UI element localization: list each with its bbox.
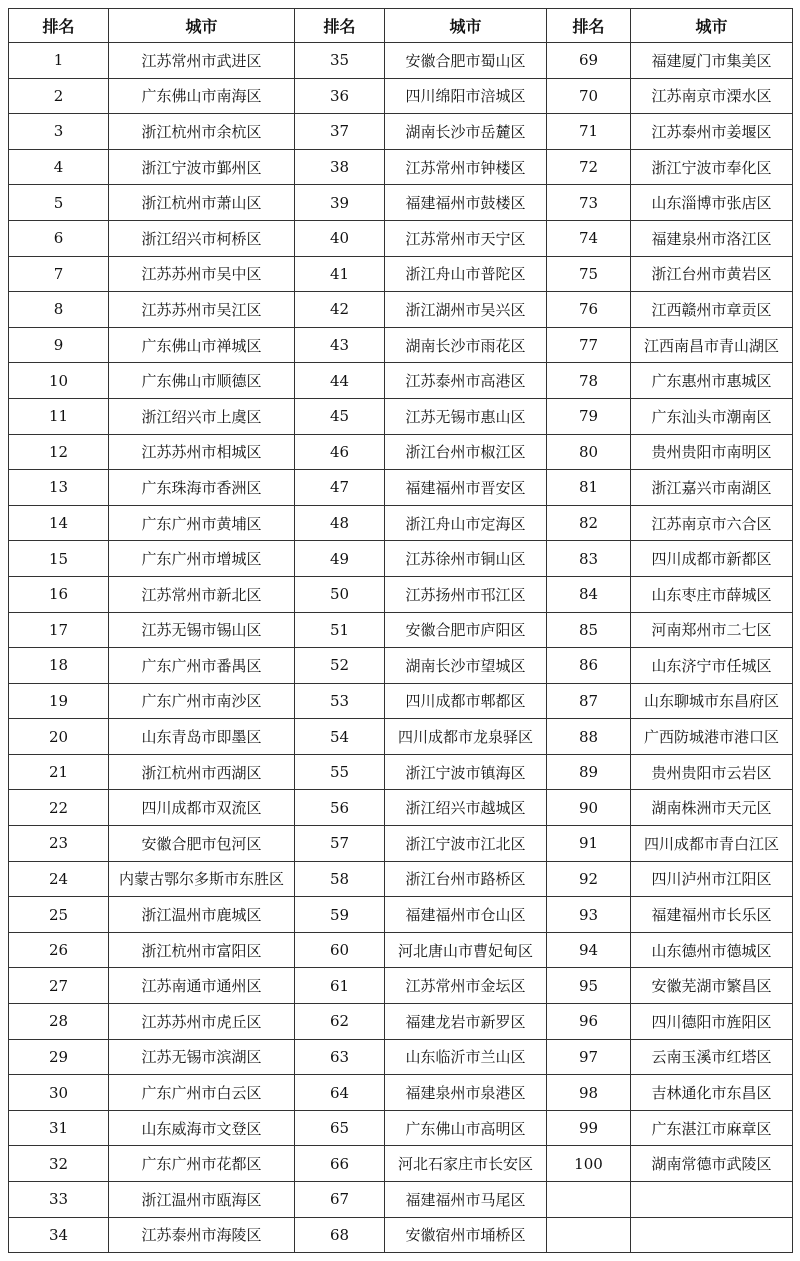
rank-cell: 10 (9, 363, 109, 399)
rank-cell: 43 (295, 327, 385, 363)
rank-cell: 2 (9, 78, 109, 114)
city-cell: 江苏南京市六合区 (631, 505, 793, 541)
rank-cell: 21 (9, 754, 109, 790)
table-row (9, 114, 793, 150)
rank-cell: 23 (9, 826, 109, 862)
city-cell: 福建福州市马尾区 (385, 1182, 547, 1218)
city-cell: 广东佛山市南海区 (109, 78, 295, 114)
rank-cell: 12 (9, 434, 109, 470)
city-cell: 江苏苏州市吴江区 (109, 292, 295, 328)
city-cell: 浙江温州市瓯海区 (109, 1182, 295, 1218)
city-cell: 广东佛山市高明区 (385, 1110, 547, 1146)
table-row (9, 505, 793, 541)
rank-cell: 59 (295, 897, 385, 933)
table-row (9, 292, 793, 328)
city-cell: 安徽合肥市庐阳区 (385, 612, 547, 648)
rank-cell: 6 (9, 220, 109, 256)
rank-cell: 68 (295, 1217, 385, 1253)
table-row (9, 1182, 793, 1218)
city-cell: 江西南昌市青山湖区 (631, 327, 793, 363)
rank-cell: 77 (547, 327, 631, 363)
city-cell: 浙江嘉兴市南湖区 (631, 470, 793, 506)
rank-cell: 39 (295, 185, 385, 221)
table-row (9, 754, 793, 790)
city-cell: 福建福州市仓山区 (385, 897, 547, 933)
rank-cell: 37 (295, 114, 385, 150)
city-cell: 浙江宁波市鄞州区 (109, 149, 295, 185)
city-cell: 山东青岛市即墨区 (109, 719, 295, 755)
city-cell: 福建龙岩市新罗区 (385, 1004, 547, 1040)
city-cell: 福建福州市长乐区 (631, 897, 793, 933)
city-cell: 山东临沂市兰山区 (385, 1039, 547, 1075)
city-cell: 浙江杭州市萧山区 (109, 185, 295, 221)
table-row (9, 398, 793, 434)
header-city-3: 城市 (631, 9, 793, 43)
table-row (9, 719, 793, 755)
rank-cell: 45 (295, 398, 385, 434)
rank-cell: 49 (295, 541, 385, 577)
city-cell: 四川泸州市江阳区 (631, 861, 793, 897)
city-cell: 广东广州市黄埔区 (109, 505, 295, 541)
rank-cell: 32 (9, 1146, 109, 1182)
table-row (9, 576, 793, 612)
table-row (9, 648, 793, 684)
header-city-2: 城市 (385, 9, 547, 43)
rank-cell: 3 (9, 114, 109, 150)
rank-cell: 42 (295, 292, 385, 328)
city-cell: 江苏常州市新北区 (109, 576, 295, 612)
table-row (9, 327, 793, 363)
city-cell: 广东佛山市顺德区 (109, 363, 295, 399)
table-row (9, 790, 793, 826)
table-row (9, 1075, 793, 1111)
table-row (9, 1217, 793, 1253)
city-cell: 安徽宿州市埇桥区 (385, 1217, 547, 1253)
rank-cell: 87 (547, 683, 631, 719)
table-row (9, 220, 793, 256)
rank-cell: 36 (295, 78, 385, 114)
rank-cell (547, 1217, 631, 1253)
city-cell: 浙江宁波市镇海区 (385, 754, 547, 790)
rank-cell: 38 (295, 149, 385, 185)
city-cell: 湖南常德市武陵区 (631, 1146, 793, 1182)
rank-cell: 16 (9, 576, 109, 612)
table-row (9, 78, 793, 114)
rank-cell: 89 (547, 754, 631, 790)
city-cell (631, 1217, 793, 1253)
rank-cell: 61 (295, 968, 385, 1004)
rank-cell: 47 (295, 470, 385, 506)
city-cell: 浙江绍兴市柯桥区 (109, 220, 295, 256)
city-cell: 吉林通化市东昌区 (631, 1075, 793, 1111)
rank-cell: 27 (9, 968, 109, 1004)
city-cell: 广西防城港市港口区 (631, 719, 793, 755)
header-rank-2: 排名 (295, 9, 385, 43)
rank-cell: 91 (547, 826, 631, 862)
rank-cell: 55 (295, 754, 385, 790)
city-cell: 浙江绍兴市上虞区 (109, 398, 295, 434)
city-cell: 福建福州市鼓楼区 (385, 185, 547, 221)
rank-cell: 22 (9, 790, 109, 826)
rank-cell: 25 (9, 897, 109, 933)
rank-cell: 26 (9, 932, 109, 968)
city-cell: 广东佛山市禅城区 (109, 327, 295, 363)
rank-cell: 96 (547, 1004, 631, 1040)
city-cell: 江苏泰州市姜堰区 (631, 114, 793, 150)
rank-cell: 72 (547, 149, 631, 185)
city-cell: 浙江宁波市奉化区 (631, 149, 793, 185)
rank-cell: 92 (547, 861, 631, 897)
rank-cell: 30 (9, 1075, 109, 1111)
rank-cell: 95 (547, 968, 631, 1004)
city-cell: 江苏苏州市吴中区 (109, 256, 295, 292)
rank-cell: 13 (9, 470, 109, 506)
ranking-table (8, 8, 793, 1253)
city-cell: 广东广州市增城区 (109, 541, 295, 577)
rank-cell: 15 (9, 541, 109, 577)
table-row (9, 541, 793, 577)
rank-cell: 33 (9, 1182, 109, 1218)
table-row (9, 826, 793, 862)
rank-cell: 70 (547, 78, 631, 114)
rank-cell: 57 (295, 826, 385, 862)
city-cell: 四川成都市郫都区 (385, 683, 547, 719)
city-cell: 广东广州市白云区 (109, 1075, 295, 1111)
city-cell: 河北唐山市曹妃甸区 (385, 932, 547, 968)
city-cell: 安徽芜湖市繁昌区 (631, 968, 793, 1004)
rank-cell: 29 (9, 1039, 109, 1075)
rank-cell: 65 (295, 1110, 385, 1146)
city-cell: 浙江杭州市西湖区 (109, 754, 295, 790)
city-cell: 福建泉州市洛江区 (631, 220, 793, 256)
city-cell: 四川德阳市旌阳区 (631, 1004, 793, 1040)
city-cell: 福建厦门市集美区 (631, 43, 793, 79)
table-row (9, 149, 793, 185)
header-rank-1: 排名 (9, 9, 109, 43)
rank-cell: 99 (547, 1110, 631, 1146)
city-cell: 浙江湖州市吴兴区 (385, 292, 547, 328)
rank-cell: 54 (295, 719, 385, 755)
city-cell: 四川成都市青白江区 (631, 826, 793, 862)
rank-cell: 50 (295, 576, 385, 612)
city-cell: 山东济宁市任城区 (631, 648, 793, 684)
city-cell: 湖南长沙市望城区 (385, 648, 547, 684)
header-city-1: 城市 (109, 9, 295, 43)
city-cell: 江苏泰州市海陵区 (109, 1217, 295, 1253)
city-cell: 浙江宁波市江北区 (385, 826, 547, 862)
city-cell: 安徽合肥市蜀山区 (385, 43, 547, 79)
city-cell: 广东珠海市香洲区 (109, 470, 295, 506)
city-cell (631, 1182, 793, 1218)
city-cell: 广东广州市番禺区 (109, 648, 295, 684)
rank-cell: 60 (295, 932, 385, 968)
city-cell: 山东枣庄市薛城区 (631, 576, 793, 612)
city-cell: 广东惠州市惠城区 (631, 363, 793, 399)
table-row (9, 932, 793, 968)
rank-cell: 97 (547, 1039, 631, 1075)
ranking-table-container (8, 8, 793, 1253)
city-cell: 浙江温州市鹿城区 (109, 897, 295, 933)
city-cell: 河北石家庄市长安区 (385, 1146, 547, 1182)
rank-cell: 88 (547, 719, 631, 755)
city-cell: 贵州贵阳市云岩区 (631, 754, 793, 790)
city-cell: 四川成都市龙泉驿区 (385, 719, 547, 755)
city-cell: 江苏南京市溧水区 (631, 78, 793, 114)
table-row (9, 1039, 793, 1075)
rank-cell: 48 (295, 505, 385, 541)
rank-cell: 8 (9, 292, 109, 328)
city-cell: 江苏苏州市虎丘区 (109, 1004, 295, 1040)
rank-cell: 4 (9, 149, 109, 185)
table-row (9, 1110, 793, 1146)
rank-cell: 81 (547, 470, 631, 506)
city-cell: 广东广州市花都区 (109, 1146, 295, 1182)
city-cell: 福建泉州市泉港区 (385, 1075, 547, 1111)
rank-cell: 73 (547, 185, 631, 221)
city-cell: 浙江杭州市余杭区 (109, 114, 295, 150)
rank-cell: 52 (295, 648, 385, 684)
table-row (9, 1146, 793, 1182)
city-cell: 浙江台州市黄岩区 (631, 256, 793, 292)
rank-cell: 93 (547, 897, 631, 933)
city-cell: 浙江舟山市定海区 (385, 505, 547, 541)
city-cell: 江苏扬州市邗江区 (385, 576, 547, 612)
city-cell: 湖南长沙市岳麓区 (385, 114, 547, 150)
table-row (9, 612, 793, 648)
rank-cell: 18 (9, 648, 109, 684)
rank-cell: 66 (295, 1146, 385, 1182)
city-cell: 江苏苏州市相城区 (109, 434, 295, 470)
city-cell: 四川绵阳市涪城区 (385, 78, 547, 114)
city-cell: 内蒙古鄂尔多斯市东胜区 (109, 861, 295, 897)
table-row (9, 43, 793, 79)
city-cell: 广东湛江市麻章区 (631, 1110, 793, 1146)
table-row (9, 1004, 793, 1040)
rank-cell: 76 (547, 292, 631, 328)
city-cell: 福建福州市晋安区 (385, 470, 547, 506)
city-cell: 贵州贵阳市南明区 (631, 434, 793, 470)
rank-cell: 69 (547, 43, 631, 79)
city-cell: 江苏无锡市锡山区 (109, 612, 295, 648)
rank-cell: 17 (9, 612, 109, 648)
rank-cell: 11 (9, 398, 109, 434)
city-cell: 湖南株洲市天元区 (631, 790, 793, 826)
city-cell: 四川成都市新都区 (631, 541, 793, 577)
city-cell: 云南玉溪市红塔区 (631, 1039, 793, 1075)
rank-cell: 90 (547, 790, 631, 826)
table-row (9, 185, 793, 221)
header-row (9, 9, 793, 43)
city-cell: 江苏常州市金坛区 (385, 968, 547, 1004)
rank-cell: 41 (295, 256, 385, 292)
rank-cell: 31 (9, 1110, 109, 1146)
rank-cell: 79 (547, 398, 631, 434)
city-cell: 安徽合肥市包河区 (109, 826, 295, 862)
city-cell: 江苏南通市通州区 (109, 968, 295, 1004)
rank-cell: 64 (295, 1075, 385, 1111)
rank-cell: 35 (295, 43, 385, 79)
city-cell: 广东广州市南沙区 (109, 683, 295, 719)
city-cell: 江西赣州市章贡区 (631, 292, 793, 328)
rank-cell: 80 (547, 434, 631, 470)
rank-cell: 1 (9, 43, 109, 79)
city-cell: 浙江杭州市富阳区 (109, 932, 295, 968)
rank-cell: 53 (295, 683, 385, 719)
city-cell: 山东聊城市东昌府区 (631, 683, 793, 719)
rank-cell: 7 (9, 256, 109, 292)
rank-cell: 63 (295, 1039, 385, 1075)
city-cell: 山东威海市文登区 (109, 1110, 295, 1146)
rank-cell: 46 (295, 434, 385, 470)
table-body (9, 43, 793, 1253)
city-cell: 四川成都市双流区 (109, 790, 295, 826)
header-rank-3: 排名 (547, 9, 631, 43)
rank-cell: 28 (9, 1004, 109, 1040)
table-row (9, 256, 793, 292)
rank-cell: 74 (547, 220, 631, 256)
city-cell: 江苏无锡市惠山区 (385, 398, 547, 434)
rank-cell: 14 (9, 505, 109, 541)
city-cell: 江苏常州市武进区 (109, 43, 295, 79)
city-cell: 湖南长沙市雨花区 (385, 327, 547, 363)
rank-cell: 34 (9, 1217, 109, 1253)
city-cell: 山东德州市德城区 (631, 932, 793, 968)
table-row (9, 683, 793, 719)
rank-cell: 98 (547, 1075, 631, 1111)
city-cell: 江苏泰州市高港区 (385, 363, 547, 399)
rank-cell: 44 (295, 363, 385, 399)
rank-cell: 56 (295, 790, 385, 826)
city-cell: 江苏徐州市铜山区 (385, 541, 547, 577)
rank-cell: 19 (9, 683, 109, 719)
rank-cell: 83 (547, 541, 631, 577)
table-row (9, 897, 793, 933)
city-cell: 山东淄博市张店区 (631, 185, 793, 221)
city-cell: 广东汕头市潮南区 (631, 398, 793, 434)
rank-cell: 75 (547, 256, 631, 292)
rank-cell: 58 (295, 861, 385, 897)
table-row (9, 968, 793, 1004)
city-cell: 浙江绍兴市越城区 (385, 790, 547, 826)
rank-cell: 78 (547, 363, 631, 399)
city-cell: 江苏常州市天宁区 (385, 220, 547, 256)
rank-cell: 82 (547, 505, 631, 541)
rank-cell (547, 1182, 631, 1218)
city-cell: 江苏常州市钟楼区 (385, 149, 547, 185)
rank-cell: 86 (547, 648, 631, 684)
rank-cell: 5 (9, 185, 109, 221)
rank-cell: 67 (295, 1182, 385, 1218)
rank-cell: 9 (9, 327, 109, 363)
city-cell: 浙江舟山市普陀区 (385, 256, 547, 292)
table-row (9, 434, 793, 470)
rank-cell: 40 (295, 220, 385, 256)
rank-cell: 100 (547, 1146, 631, 1182)
rank-cell: 20 (9, 719, 109, 755)
rank-cell: 84 (547, 576, 631, 612)
city-cell: 河南郑州市二七区 (631, 612, 793, 648)
table-row (9, 470, 793, 506)
table-row (9, 363, 793, 399)
rank-cell: 62 (295, 1004, 385, 1040)
rank-cell: 71 (547, 114, 631, 150)
rank-cell: 85 (547, 612, 631, 648)
rank-cell: 51 (295, 612, 385, 648)
table-row (9, 861, 793, 897)
city-cell: 江苏无锡市滨湖区 (109, 1039, 295, 1075)
city-cell: 浙江台州市路桥区 (385, 861, 547, 897)
city-cell: 浙江台州市椒江区 (385, 434, 547, 470)
rank-cell: 24 (9, 861, 109, 897)
rank-cell: 94 (547, 932, 631, 968)
